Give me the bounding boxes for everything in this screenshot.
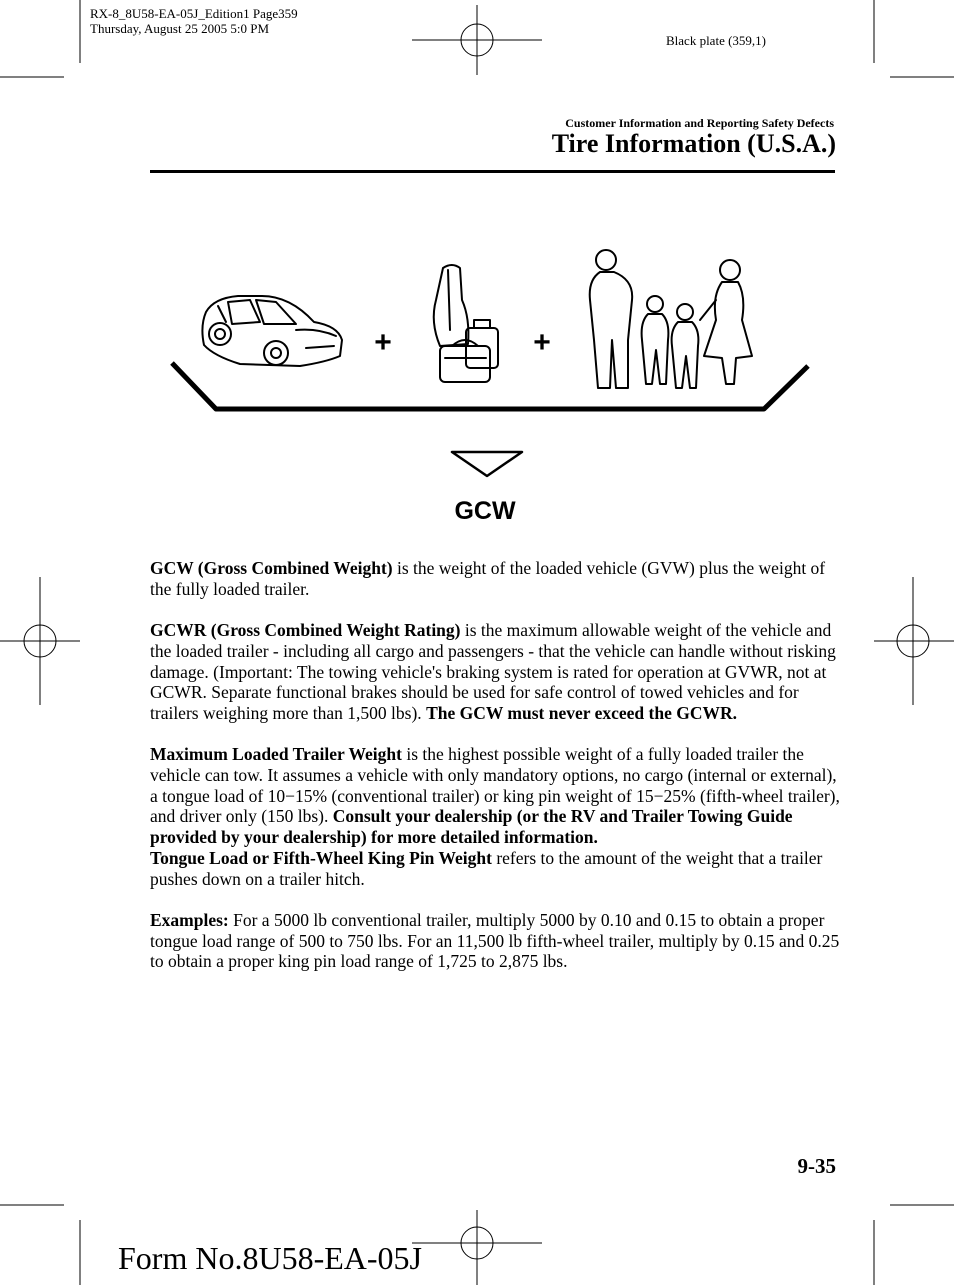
paragraph-gcw [150, 558, 840, 599]
title-rule [150, 170, 835, 173]
body-text [150, 558, 840, 993]
gcw-label: GCW [454, 497, 516, 525]
form-number: Form No.8U58-EA-05J [118, 1240, 422, 1276]
examples-text: For a 5000 lb conventional trailer, multiply 5000 by 0.10 and 0.15 to obtain a proper tongue load range of 500 to 750 lbs. For an 11,500 lb fifth-wheel trailer, multiply by 0.15 and 0.25 to obtain a proper king pin load range of 1,725 to 2,875 lbs. [150, 909, 840, 972]
down-arrow-icon [452, 452, 522, 476]
term-tongue-load: Tongue Load or Fifth-Wheel King Pin Weight [150, 847, 492, 868]
gcwr-warning: The GCW must never exceed the GCWR. [426, 702, 737, 723]
term-examples: Examples: [150, 909, 229, 930]
paragraph-max-trailer-weight [150, 744, 840, 889]
section-heading: Customer Information and Reporting Safety Defects [565, 116, 834, 130]
plus-sign-2: + [533, 326, 551, 359]
definition-max-trailer-weight: is the highest possible weight of a fully loaded trailer the vehicle can tow. It assumes a vehicle with only mandatory options, no cargo (internal or external), a tongue load of 10−15% (conventional trailer) or king pin weight of 15−25% (fifth-wheel trailer), and driver only (150 lbs). [150, 744, 840, 827]
page-title: Tire Information (U.S.A.) [551, 129, 836, 158]
definition-gcw: is the weight of the loaded vehicle (GVW) plus the weight of the fully loaded trailer. [150, 558, 826, 599]
print-file-info [90, 6, 298, 36]
print-file-name: RX-8_8U58-EA-05J_Edition1 Page359 [90, 6, 298, 21]
term-max-trailer-weight: Maximum Loaded Trailer Weight [150, 744, 402, 765]
dealership-note: Consult your dealership (or the RV and Trailer Towing Guide provided by your dealership) for more detailed information. [150, 806, 793, 848]
definition-gcwr: is the maximum allowable weight of the vehicle and the loaded trailer - including all cargo and passengers - that the vehicle can handle without risking damage. (Important: The towing vehicle's braking system is rated for operation at GVWR, not at GCWR. Separate functional brakes should be used for safe control of towed vehicles and for trailers weighing more than 1,500 lbs). [150, 620, 836, 723]
family-icon [590, 250, 752, 388]
plate-label: Black plate (359,1) [666, 33, 766, 48]
print-timestamp: Thursday, August 25 2005 5:0 PM [90, 21, 269, 36]
luggage-icon [434, 265, 498, 382]
paragraph-gcwr [150, 620, 840, 724]
term-gcwr: GCWR (Gross Combined Weight Rating) [150, 620, 461, 641]
term-gcw: GCW (Gross Combined Weight) [150, 558, 393, 578]
plus-sign-1: + [374, 326, 392, 359]
definition-tongue-load: refers to the amount of the weight that a trailer pushes down on a trailer hitch. [150, 847, 823, 889]
car-icon [202, 296, 342, 366]
paragraph-examples [150, 910, 840, 972]
page-number: 9-35 [797, 1154, 836, 1178]
gcw-illustration [160, 240, 820, 540]
